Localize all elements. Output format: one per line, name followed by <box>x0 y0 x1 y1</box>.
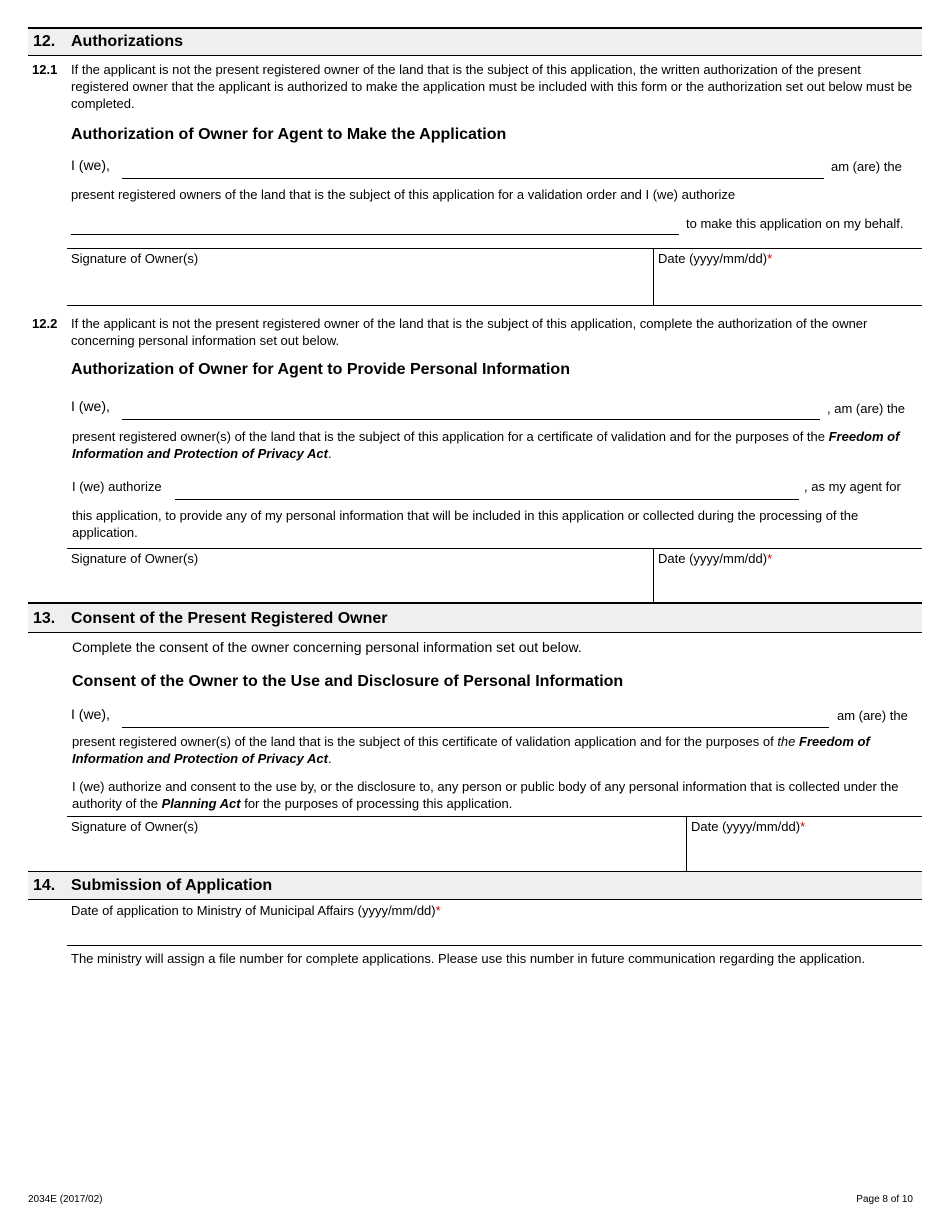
as-agent-label: , as my agent for <box>804 479 901 494</box>
agent-name-field[interactable] <box>175 481 799 500</box>
date-label: Date (yyyy/mm/dd)* <box>658 551 773 566</box>
consent-statement: present registered owner(s) of the land that is the subject of this certificate of validation application and for the purposes of the Freedom of Information and Protection of Privacy Act. <box>72 734 870 766</box>
on-my-behalf-label: to make this application on my behalf. <box>686 216 904 231</box>
subsection-12-2-text: If the applicant is not the present registered owner of the land that is the subject of this application, complete the authorization of the owner concerning personal information set out below. <box>71 316 868 348</box>
subsection-number-12-1: 12.1 <box>32 62 58 77</box>
consent-intro: Complete the consent of the owner concerning personal information set out below. <box>72 639 582 655</box>
section-title: Submission of Application <box>71 877 273 894</box>
personal-info-statement: present registered owner(s) of the land that is the subject of this application for a certificate of validation and for the purposes of the Freedom of Information and Protection of Privacy Act. <box>72 429 900 461</box>
application-date-field[interactable] <box>67 900 922 946</box>
personal-info-consent-text: this application, to provide any of my personal information that will be included in this application or collected during the processing of the application. <box>72 508 859 540</box>
section-14-header <box>28 871 922 900</box>
file-number-note: The ministry will assign a file number for complete applications. Please use this number in future communication regarding the application. <box>71 951 866 966</box>
section-number: 13. <box>33 610 56 627</box>
section-title: Consent of the Present Registered Owner <box>71 610 388 627</box>
date-label: Date (yyyy/mm/dd)* <box>658 251 773 266</box>
section-12-header <box>28 27 922 56</box>
heading-consent-use-disclosure: Consent of the Owner to the Use and Disclosure of Personal Information <box>72 673 624 690</box>
i-we-label: I (we), <box>71 706 110 722</box>
owner-name-field[interactable] <box>122 160 824 179</box>
authorization-statement: present registered owners of the land that is the subject of this application for a validation order and I (we) authorize <box>71 187 736 202</box>
owner-name-field[interactable] <box>122 709 829 728</box>
owner-name-field[interactable] <box>122 401 820 420</box>
signature-label: Signature of Owner(s) <box>71 551 199 566</box>
signature-label: Signature of Owner(s) <box>71 819 199 834</box>
i-we-authorize-label: I (we) authorize <box>72 479 162 494</box>
heading-agent-make-application: Authorization of Owner for Agent to Make the Application <box>71 126 507 143</box>
subsection-12-1-text: If the applicant is not the present registered owner of the land that is the subject of this application, the written authorization of the present registered owner that the applicant is authorized to make the application must be included with this form or the authorization set out below must be completed. <box>71 62 913 111</box>
signature-label: Signature of Owner(s) <box>71 251 199 266</box>
i-we-label: I (we), <box>71 157 110 173</box>
am-are-label: , am (are) the <box>827 401 906 416</box>
divider <box>653 249 654 305</box>
section-13-header <box>28 602 922 633</box>
agent-name-field[interactable] <box>71 216 679 235</box>
subsection-number-12-2: 12.2 <box>32 316 58 331</box>
form-id: 2034E (2017/02) <box>28 1194 103 1205</box>
am-are-label: am (are) the <box>837 708 908 723</box>
date-label: Date (yyyy/mm/dd)* <box>691 819 806 834</box>
am-are-label: am (are) the <box>831 159 902 174</box>
signature-date-box[interactable] <box>67 548 922 603</box>
heading-agent-personal-info: Authorization of Owner for Agent to Provide Personal Information <box>71 361 570 378</box>
signature-date-box[interactable] <box>67 816 922 872</box>
i-we-label: I (we), <box>71 398 110 414</box>
divider <box>653 549 654 603</box>
consent-authorize-text: I (we) authorize and consent to the use by, or the disclosure to, any person or public body of any personal information that is collected under the authority of the Planning Act for the purposes of processing this application. <box>72 779 899 811</box>
application-date-label: Date of application to Ministry of Municipal Affairs (yyyy/mm/dd)* <box>71 903 441 918</box>
page-number: Page 8 of 10 <box>856 1194 913 1205</box>
section-title: Authorizations <box>71 33 183 50</box>
signature-date-box[interactable] <box>67 248 922 306</box>
section-number: 14. <box>33 877 56 894</box>
section-number: 12. <box>33 33 56 50</box>
divider <box>686 817 687 872</box>
